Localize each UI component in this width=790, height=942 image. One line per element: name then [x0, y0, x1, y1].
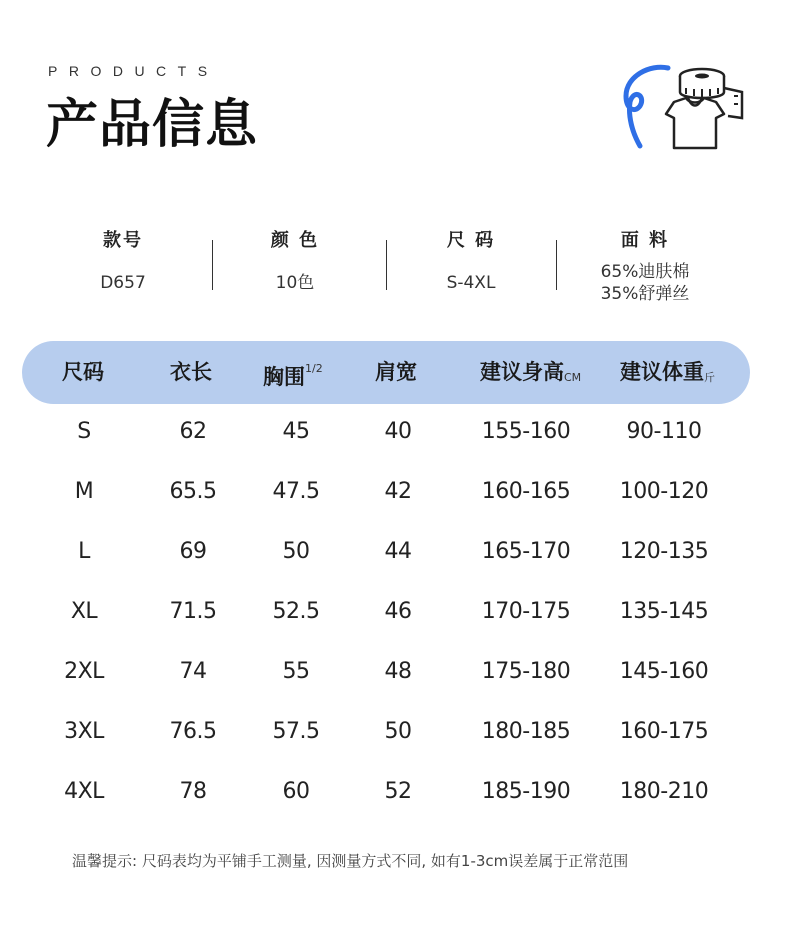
fabric-line: 35%舒弹丝 — [600, 284, 690, 304]
measurement-note: 温馨提示: 尺码表均为平铺手工测量, 因测量方式不同, 如有1-3cm误差属于正常范围 — [72, 852, 629, 870]
table-row — [22, 762, 750, 822]
table-cell: 60 — [282, 779, 310, 804]
page-title: 产品信息 — [46, 95, 259, 155]
table-cell: 78 — [179, 779, 207, 804]
fabric-line: 65%迪肤棉 — [600, 262, 690, 282]
size-table-header — [22, 341, 750, 404]
product-info-row — [40, 226, 750, 322]
table-cell: M — [74, 479, 94, 504]
unit-label: 斤 — [704, 371, 715, 384]
table-cell: L — [78, 539, 90, 564]
table-cell: 50 — [282, 539, 310, 564]
table-cell: S — [77, 419, 91, 444]
table-cell: 65.5 — [169, 479, 217, 504]
table-cell: 71.5 — [169, 599, 217, 624]
unit-label: CM — [564, 371, 582, 384]
table-cell: 42 — [384, 479, 412, 504]
table-cell: 52 — [384, 779, 412, 804]
table-cell: 69 — [179, 539, 207, 564]
table-cell: 46 — [384, 599, 412, 624]
info-item-color — [230, 226, 360, 294]
table-cell: 47.5 — [272, 479, 320, 504]
table-cell: 44 — [384, 539, 412, 564]
table-row — [22, 702, 750, 762]
divider — [386, 240, 387, 290]
info-item-fabric — [580, 226, 710, 305]
table-cell: 180-185 — [481, 719, 571, 744]
column-header-weight: 建议体重斤 — [620, 360, 715, 384]
table-cell: 145-160 — [619, 659, 709, 684]
info-value: D657 — [100, 273, 146, 293]
table-cell: 4XL — [64, 779, 104, 804]
table-cell: 155-160 — [481, 419, 571, 444]
info-label: 颜 色 — [270, 230, 320, 251]
info-item-style-number — [60, 226, 186, 294]
column-header-chest: 胸围$^{1/2}$ — [263, 362, 323, 389]
table-row — [22, 582, 750, 642]
table-cell: 100-120 — [619, 479, 709, 504]
divider — [212, 240, 213, 290]
table-cell: 50 — [384, 719, 412, 744]
table-cell: 160-175 — [619, 719, 709, 744]
table-row — [22, 642, 750, 702]
table-cell: 185-190 — [481, 779, 571, 804]
table-cell: 90-110 — [626, 419, 702, 444]
table-cell: 45 — [282, 419, 310, 444]
info-label: 尺 码 — [446, 230, 496, 251]
table-cell: 55 — [282, 659, 310, 684]
table-cell: 76.5 — [169, 719, 217, 744]
table-cell: 48 — [384, 659, 412, 684]
table-cell: 57.5 — [272, 719, 320, 744]
info-item-size — [406, 226, 536, 294]
table-row — [22, 402, 750, 462]
info-value: S-4XL — [446, 273, 496, 293]
info-value: 10色 — [275, 273, 315, 293]
info-label: 面 料 — [620, 230, 670, 251]
table-cell: 62 — [179, 419, 207, 444]
divider — [556, 240, 557, 290]
table-cell: XL — [70, 599, 98, 624]
eyebrow-label: PRODUCTS — [48, 63, 219, 79]
info-value — [580, 261, 710, 305]
table-cell: 160-165 — [481, 479, 571, 504]
table-cell: 40 — [384, 419, 412, 444]
table-cell: 135-145 — [619, 599, 709, 624]
table-cell: 120-135 — [619, 539, 709, 564]
table-cell: 175-180 — [481, 659, 571, 684]
table-cell: 165-170 — [481, 539, 571, 564]
table-cell: 52.5 — [272, 599, 320, 624]
column-header-size: 尺码 — [62, 360, 104, 384]
table-cell: 2XL — [64, 659, 104, 684]
column-header-shoulder: 肩宽 — [375, 360, 417, 384]
table-row — [22, 522, 750, 582]
table-cell: 170-175 — [481, 599, 571, 624]
table-cell: 3XL — [64, 719, 104, 744]
column-header-height: 建议身高CM — [480, 360, 582, 384]
half-fraction: 1/2 — [305, 362, 323, 375]
info-label: 款号 — [103, 230, 143, 251]
table-row — [22, 462, 750, 522]
column-header-length: 衣长 — [170, 360, 212, 384]
tape-measure-tshirt-icon — [620, 62, 746, 152]
table-cell: 180-210 — [619, 779, 709, 804]
table-cell: 74 — [179, 659, 207, 684]
